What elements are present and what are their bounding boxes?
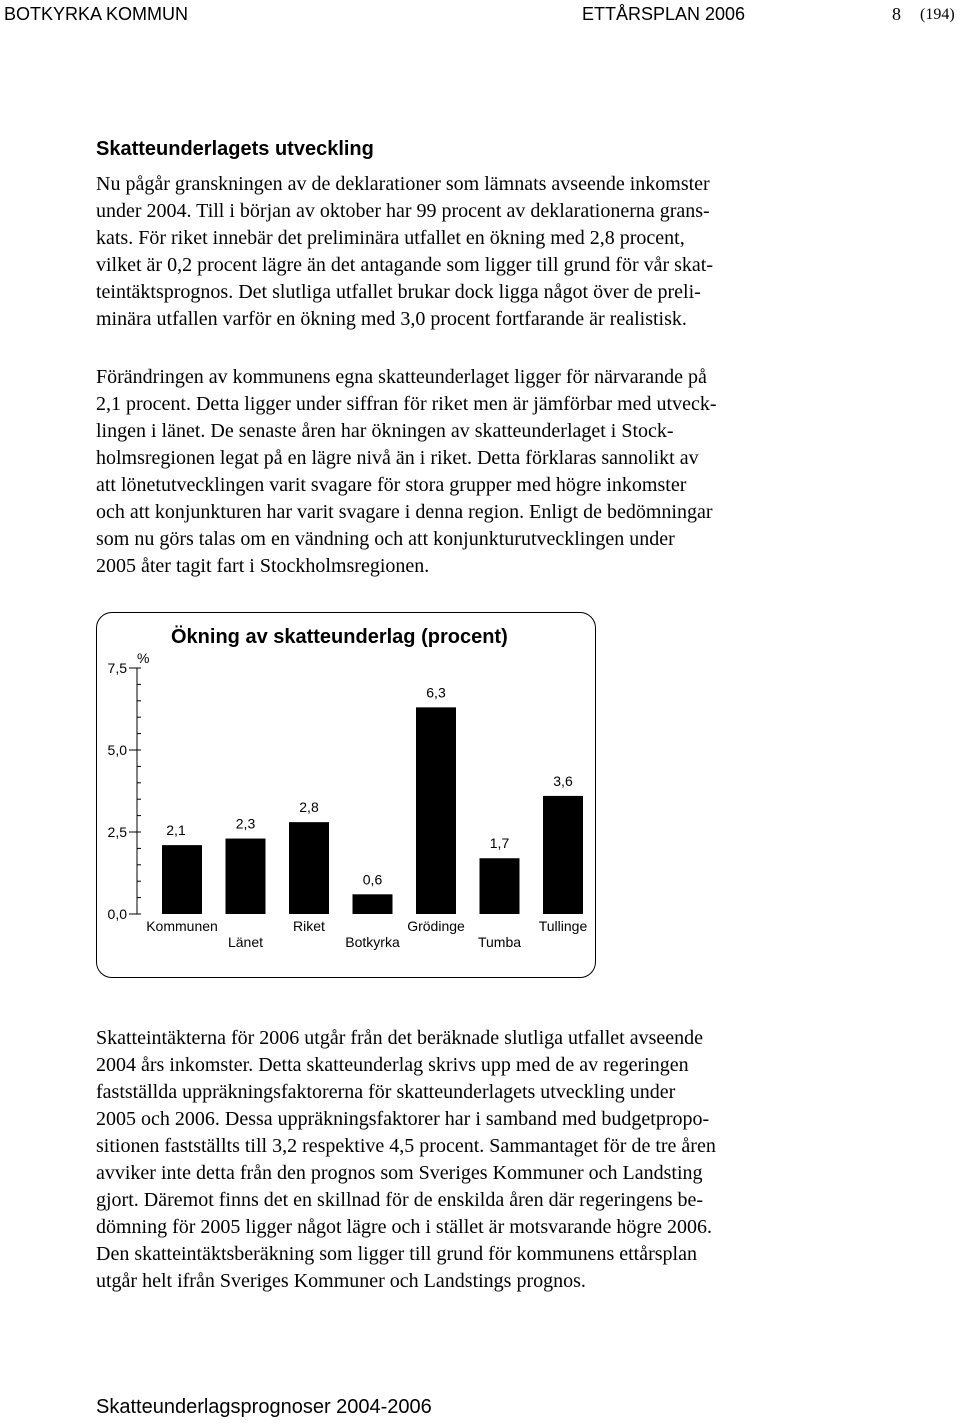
chart-data-label: 1,7 xyxy=(489,835,510,852)
text-line: 2,1 procent. Detta ligger under siffran för riket men är jämförbar med utveck- xyxy=(96,393,717,415)
text-line: under 2004. Till i början av oktober har 99 procent av deklarationerna grans- xyxy=(96,200,710,222)
chart-data-label: 2,8 xyxy=(299,799,319,816)
chart-category-label: Tumba xyxy=(477,934,522,950)
text-line: att lönetutvecklingen varit svagare för stora grupper med högre inkomster xyxy=(96,474,687,496)
chart-bar xyxy=(543,796,583,914)
chart-title: Ökning av skatteunderlag (procent) xyxy=(171,626,508,648)
text-line: lingen i länet. De senaste åren har ökningen av skatteunderlaget i Stock- xyxy=(96,420,674,442)
chart-y-tick-label: 2,5 xyxy=(107,824,127,840)
chart-bar xyxy=(226,839,266,914)
chart-y-axis-label: % xyxy=(137,650,150,666)
chart-category-label: Botkyrka xyxy=(345,934,400,950)
text-line: 2004 års inkomster. Detta skatteunderlag skrivs upp med de av regeringen xyxy=(96,1054,689,1076)
chart-frame xyxy=(96,612,596,978)
text-line: som nu görs talas om en vändning och att konjunkturutvecklingen under xyxy=(96,528,675,550)
paragraph-3 xyxy=(96,1025,886,1295)
paragraph-1 xyxy=(96,171,886,333)
text-line: fastställda uppräkningsfaktorerna för skatteunderlagets utveckling under xyxy=(96,1081,676,1103)
text-line: och att konjunkturen har varit svagare i denna region. Enligt de bedömningar xyxy=(96,501,713,523)
text-line: gjort. Däremot finns det en skillnad för de enskilda åren där regeringens be- xyxy=(96,1189,704,1211)
chart-category-label: Länet xyxy=(227,934,264,950)
header-org: BOTKYRKA KOMMUN xyxy=(4,4,189,24)
text-line: utgår helt ifrån Sveriges Kommuner och Landstings prognos. xyxy=(96,1270,586,1292)
page-footer: Skatteunderlagsprognoser 2004-2006 xyxy=(96,1396,432,1418)
chart-category-label: Tullinge xyxy=(538,918,588,934)
paragraph-2 xyxy=(96,364,886,580)
text-line: minära utfallen varför en ökning med 3,0 procent fortfarande är realistisk. xyxy=(96,308,687,330)
text-line: Skatteintäkterna för 2006 utgår från det beräknade slutliga utfallet avseende xyxy=(96,1027,703,1049)
chart-data-label: 6,3 xyxy=(426,684,446,701)
chart-category-label: Grödinge xyxy=(407,918,465,934)
chart-bar xyxy=(353,894,393,914)
chart-bar xyxy=(162,845,202,914)
header-doc-title: ETTÅRSPLAN 2006 xyxy=(582,4,746,24)
bar-chart xyxy=(97,613,595,977)
text-line: Förändringen av kommunens egna skatteunderlaget ligger för närvarande på xyxy=(96,366,707,388)
text-line: 2005 åter tagit fart i Stockholmsregionen. xyxy=(96,555,430,577)
chart-category-label: Kommunen xyxy=(146,918,218,934)
text-line: teintäktsprognos. Det slutliga utfallet brukar dock ligga något över de preli- xyxy=(96,281,701,303)
text-line: Den skatteintäktsberäkning som ligger till grund för kommunens ettårsplan xyxy=(96,1243,697,1265)
chart-bar xyxy=(480,858,520,914)
header-page-number: 8 xyxy=(892,4,901,24)
text-line: Nu pågår granskningen av de deklarationer som lämnats avseende inkomster xyxy=(96,173,710,195)
text-line: holmsregionen legat på en lägre nivå än i riket. Detta förklaras sannolikt av xyxy=(96,447,699,469)
text-line: dömning för 2005 ligger något lägre och i stället är motsvarande högre 2006. xyxy=(96,1216,712,1238)
section-heading: Skatteunderlagets utveckling xyxy=(96,138,374,160)
chart-data-label: 3,6 xyxy=(553,772,573,789)
text-line: kats. För riket innebär det preliminära utfallet en ökning med 2,8 procent, xyxy=(96,227,685,249)
header-page-total: (194) xyxy=(920,6,955,23)
text-line: 2005 och 2006. Dessa uppräkningsfaktorer har i samband med budgetpropo- xyxy=(96,1108,710,1130)
chart-data-label: 0,6 xyxy=(362,871,383,888)
chart-category-label: Riket xyxy=(293,918,325,934)
chart-y-tick-label: 0,0 xyxy=(107,906,127,922)
chart-y-tick-label: 7,5 xyxy=(107,660,127,676)
chart-bar xyxy=(289,822,329,914)
text-line: avviker inte detta från den prognos som Sveriges Kommuner och Landsting xyxy=(96,1162,703,1184)
page-header xyxy=(0,4,960,26)
chart-data-label: 2,1 xyxy=(166,822,186,839)
chart-y-tick-label: 5,0 xyxy=(107,742,127,758)
text-line: vilket är 0,2 procent lägre än det antagande som ligger till grund för vår skat- xyxy=(96,254,714,276)
chart-bar xyxy=(416,707,456,914)
chart-data-label: 2,3 xyxy=(235,815,256,832)
text-line: sitionen fastställts till 3,2 respektive 4,5 procent. Sammantaget för de tre åren xyxy=(96,1135,716,1157)
